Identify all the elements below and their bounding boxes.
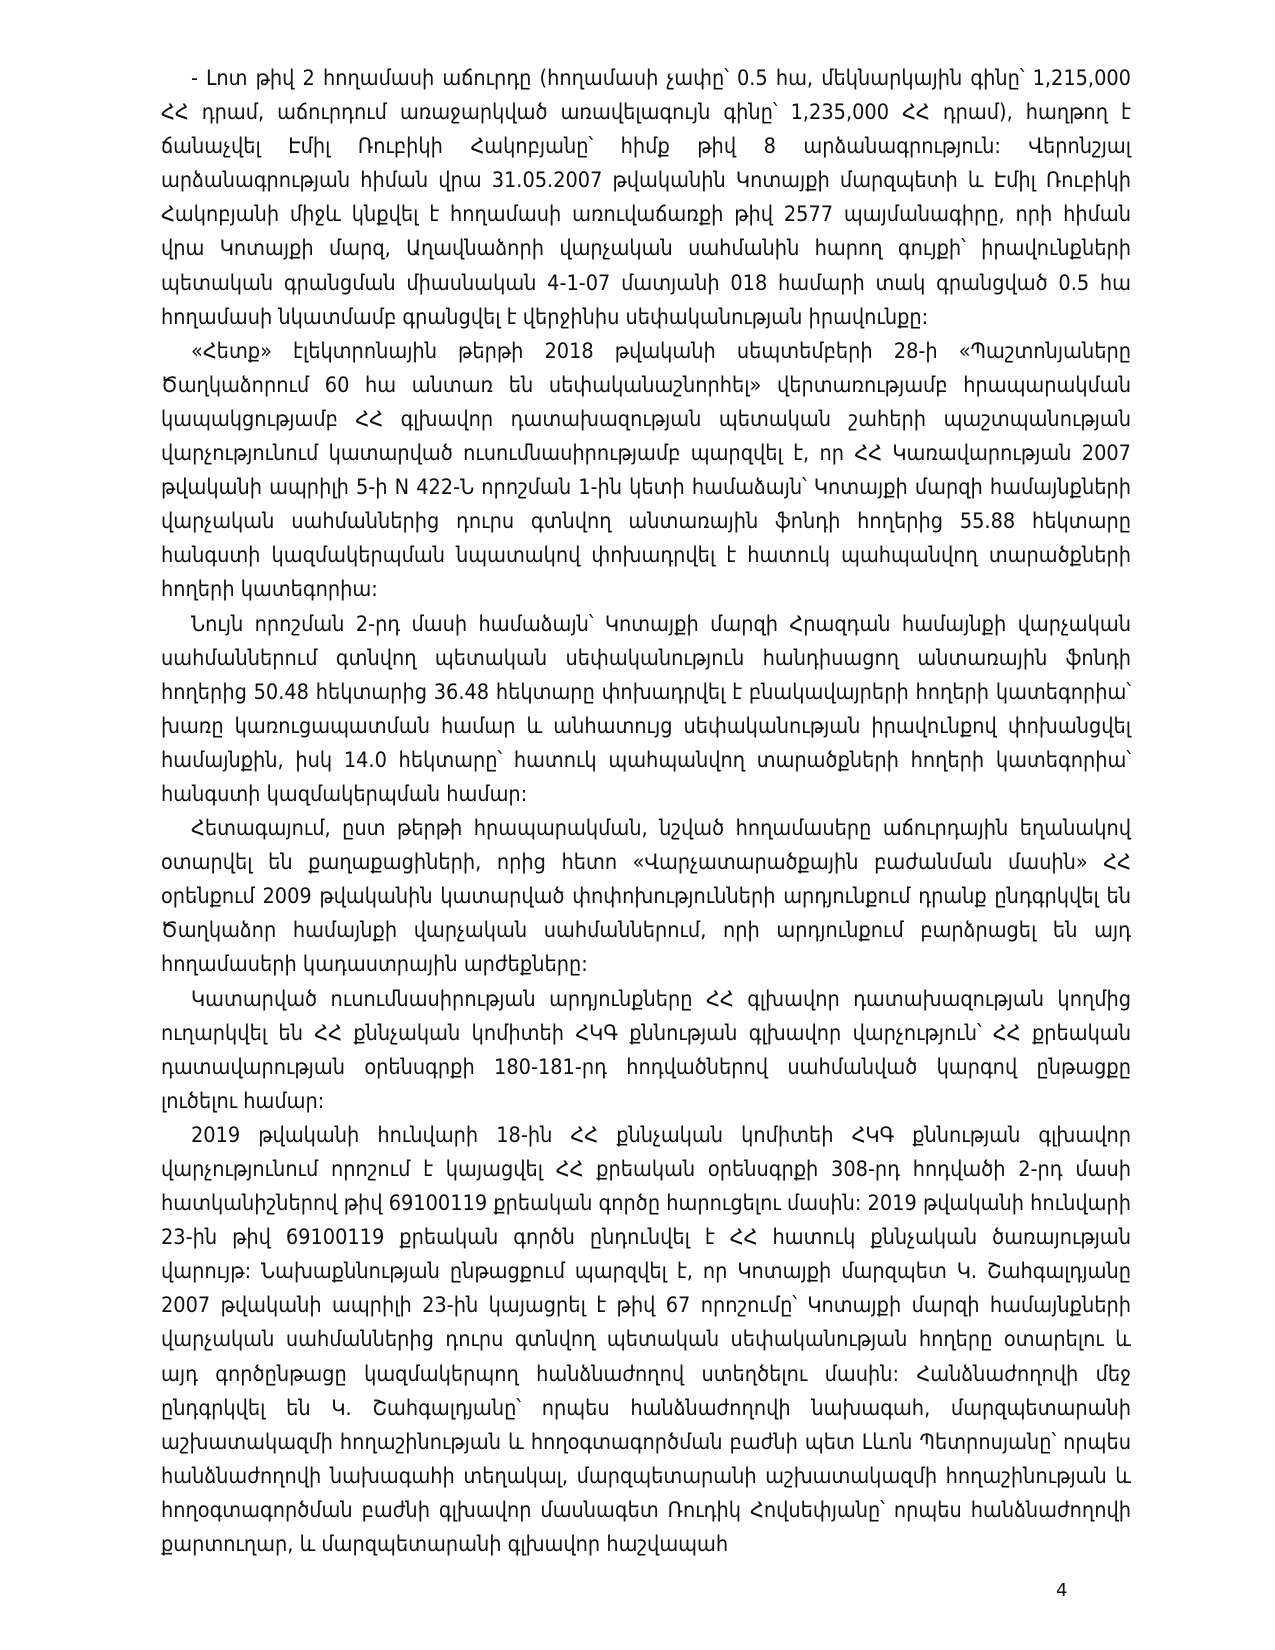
paragraph-land-alienation: Հետագայում, ըստ թերթի հրապարակման, նշված հողամասերը աճուրդային եղանակով օտարվել են քաղաքացիների, որից հետո «Վարչատարածքային բաժանման մասին» ՀՀ օրենքում 2009 թվականին կատարված փոփոխությունների արդյունքում դրանք ընդգրկվել են Ծաղկաձոր համայնքի վարչական սահմաններում, որի արդյունքում բարձրացել են այդ հողամասերի կադաստրային արժեքները: xyxy=(161,816,1131,978)
paragraph-decision-part-2: Նույն որոշման 2-րդ մասի համաձայն՝ Կոտայքի մարզի Հրազդան համայնքի վարչական սահմաններում գտնվող պետական սեփականություն հանդիսացող անտառային ֆոնդի հողերից 50.48 հեկտարից 36.48 հեկտարը փոխադրվել է բնակավայրերի հողերի կատեգորիա՝ խառը կառուցապատման համար և անհատույց սեփականության իրավունքով փոխանցվել համայնքին, իսկ 14.0 հեկտարը՝ հատուկ պահպանվող տարածքների հողերի կատեգորիա՝ հանգստի կազմակերպման համար: xyxy=(161,611,1131,807)
paragraph-lot-2-auction: - Լոտ թիվ 2 հողամասի աճուրդը (հողամասի չափը՝ 0.5 հա, մեկնարկային գինը՝ 1,215,000 ՀՀ դրամ, աճուրդում առաջարկված առավելագույն գինը՝ 1,235,000 ՀՀ դրամ), հաղթող է ճանաչվել Էմիլ Ռուբիկի Հակոբյանը՝ հիմք թիվ 8 արձանագրություն: Վերոնշյալ արձանագրության հիման վրա 31.05.2007 թվականին Կոտայքի մարզպետի և Էմիլ Ռուբիկի Հակոբյանի միջև կնքվել է հողամասի առուվաճառքի թիվ 2577 պայմանագիրը, որի հիման վրա Կոտայքի մարզ, Աղավնաձորի վարչական սահմանին հարող գույքի՝ իրավունքների պետական գրանցման միասնական 4-1-07 մատյանի 018 համարի տակ գրանցված 0.5 հա հողամասի նկատմամբ գրանցվել է վերջինիս սեփականության իրավունքը: xyxy=(161,66,1131,330)
paragraph-hetq-publication: «Հետք» էլեկտրոնային թերթի 2018 թվականի սեպտեմբերի 28-ի «Պաշտոնյաները Ծաղկաձորում 60 հա անտառ են սեփականաշնորհել» վերտառությամբ հրապարակման կապակցությամբ ՀՀ գլխավոր դատախազության պետական շահերի պաշտպանության վարչությունում կատարված ուսումնասիրությամբ պարզվել է, որ ՀՀ Կառավարության 2007 թվականի ապրիլի 5-ի N 422-Ն որոշման 1-ին կետի համաձայն՝ Կոտայքի մարզի համայնքների վարչական սահմաններից դուրս գտնվող անտառային ֆոնդի հողերից 55.88 հեկտարը հանգստի կազմակերպման նպատակով փոխադրվել է հատուկ պահպանվող տարածքների հողերի կատեգորիա: xyxy=(161,338,1131,603)
document-body xyxy=(161,62,1131,1562)
paragraph-criminal-case: 2019 թվականի հունվարի 18-ին ՀՀ քննչական կոմիտեի ՀԿԳ քննության գլխավոր վարչությունում որոշում է կայացվել ՀՀ քրեական օրենսգրքի 308-րդ հոդվածի 2-րդ մասի հատկանիշներով թիվ 69100119 քրեական գործը հարուցելու մասին: 2019 թվականի հունվարի 23-ին թիվ 69100119 քրեական գործն ընդունվել է ՀՀ հատուկ քննչական ծառայության վարույթ: Նախաքննության ընթացքում պարզվել է, որ Կոտայքի մարզպետ Կ. Շահգալդյանը 2007 թվականի ապրիլի 23-ին կայացրել է թիվ 67 որոշումը՝ Կոտայքի մարզի համայնքների վարչական սահմաններից դուրս գտնվող պետական սեփականության հողերը օտարելու և այդ գործընթացը կազմակերպող հանձնաժողով ստեղծելու մասին: Հանձնաժողովի մեջ ընդգրկվել են Կ. Շահգալդյանը՝ որպես հանձնաժողովի նախագահ, մարզպետարանի աշխատակազմի հողաշինության և հողօգտագործման բաժնի պետ Լևոն Պետրոսյանը՝ որպես հանձնաժողովի նախագահի տեղակալ, մարզպետարանի աշխատակազմի հողաշինության և հողօգտագործման բաժնի գլխավոր մասնագետ Ռուդիկ Հովսեփյանը՝ որպես հանձնաժողովի քարտուղար, և մարզպետարանի գլխավոր հաշվապահ xyxy=(161,1122,1131,1558)
page-number: 4 xyxy=(1056,1580,1068,1601)
paragraph-study-results: Կատարված ուսումնասիրության արդյունքները ՀՀ գլխավոր դատախազության կողմից ուղարկվել են ՀՀ քննչական կոմիտեի ՀԿԳ քննության գլխավոր վարչություն՝ ՀՀ քրեական դատավարության օրենսգրքի 180-181-րդ հոդվածներով սահմանված կարգով ընթացքը լուծելու համար: xyxy=(161,986,1131,1114)
